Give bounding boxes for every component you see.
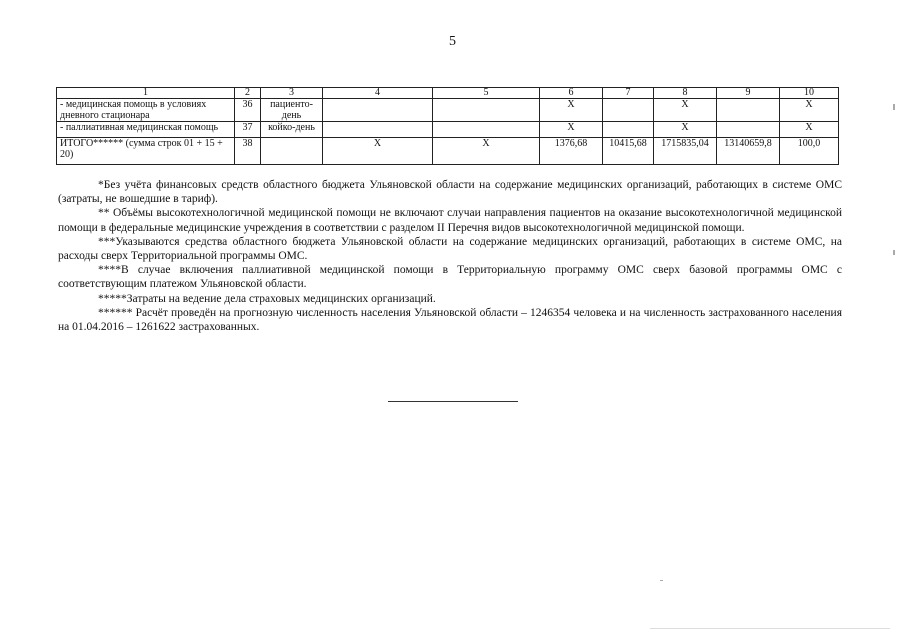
footnote: *****Затраты на ведение дела страховых медицинских организаций. <box>98 292 436 305</box>
value-cell: 100,0 <box>780 138 839 165</box>
column-header: 8 <box>654 88 717 99</box>
value-cell: Х <box>780 122 839 138</box>
column-header: 1 <box>57 88 235 99</box>
footnote: ****В случае включения паллиативной медицинской помощи в Территориальную программу ОМС сверх базовой программы ОМС с соответствующим платежом Ульяновской области. <box>58 264 842 291</box>
separator-line <box>388 401 518 402</box>
page-number: 5 <box>449 34 456 49</box>
value-cell: Х <box>654 122 717 138</box>
column-header: 2 <box>235 88 261 99</box>
row-name-cell: - медицинская помощь в условиях дневного стационара <box>57 99 235 122</box>
footnote: *Без учёта финансовых средств областного бюджета Ульяновской области на содержание медицинских организаций, работающих в системе ОМС (затраты, не вошедшие в тариф). <box>58 179 842 206</box>
table-row <box>57 99 839 122</box>
column-header: 6 <box>540 88 603 99</box>
value-cell: 1715835,04 <box>654 138 717 165</box>
value-cell: Х <box>540 99 603 122</box>
scan-speck <box>650 628 890 629</box>
table-row <box>57 122 839 138</box>
column-header: 5 <box>433 88 540 99</box>
row-unit-cell <box>261 138 323 165</box>
value-cell <box>717 99 780 122</box>
value-cell <box>323 99 433 122</box>
value-cell: Х <box>433 138 540 165</box>
value-cell <box>603 122 654 138</box>
value-cell <box>323 122 433 138</box>
value-cell: Х <box>780 99 839 122</box>
value-cell: Х <box>323 138 433 165</box>
data-table <box>56 87 839 165</box>
row-line-cell: 37 <box>235 122 261 138</box>
row-unit-cell: койко-день <box>261 122 323 138</box>
row-line-cell: 36 <box>235 99 261 122</box>
footnote: ****** Расчёт проведён на прогнозную численность населения Ульяновской области – 1246354 человека и на численность застрахованного населения на 01.04.2016 – 1261622 застрахованных. <box>58 306 842 334</box>
scan-speck <box>893 104 895 110</box>
footnote: ***Указываются средства областного бюджета Ульяновской области на содержание медицинских организаций, работающих в системе ОМС, на расходы сверх Территориальной программы ОМС. <box>58 235 842 263</box>
scan-speck <box>893 250 895 255</box>
footnote: ** Объёмы высокотехнологичной медицинской помощи не включают случаи направления пациентов на оказание высокотехнологичной медицинской помощи в федеральные медицинские учреждения в соответствии с разделом II Перечня видов высокотехнологичной медицинской помощи. <box>58 207 842 234</box>
scan-speck <box>660 580 663 581</box>
row-name-cell: - паллиативная медицинская помощь <box>57 122 235 138</box>
column-header: 9 <box>717 88 780 99</box>
value-cell: 13140659,8 <box>717 138 780 165</box>
row-line-cell: 38 <box>235 138 261 165</box>
table-row-total <box>57 138 839 165</box>
value-cell: 1376,68 <box>540 138 603 165</box>
row-unit-cell: пациенто-день <box>261 99 323 122</box>
value-cell: Х <box>540 122 603 138</box>
row-name-cell: ИТОГО****** (сумма строк 01 + 15 + 20) <box>57 138 235 165</box>
value-cell <box>603 99 654 122</box>
footnotes <box>58 178 842 334</box>
column-header: 4 <box>323 88 433 99</box>
table-header-row <box>57 88 839 99</box>
column-header: 3 <box>261 88 323 99</box>
column-header: 10 <box>780 88 839 99</box>
value-cell: Х <box>654 99 717 122</box>
column-header: 7 <box>603 88 654 99</box>
value-cell: 10415,68 <box>603 138 654 165</box>
value-cell <box>433 99 540 122</box>
value-cell <box>433 122 540 138</box>
value-cell <box>717 122 780 138</box>
